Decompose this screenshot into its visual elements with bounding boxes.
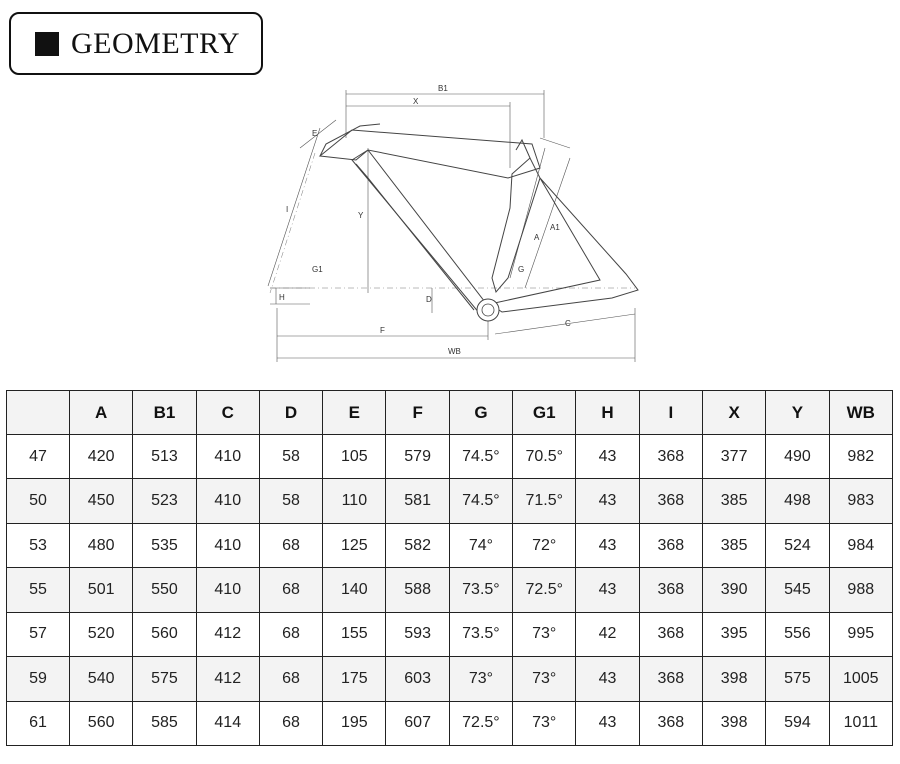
table-cell: 410	[196, 479, 259, 523]
table-cell: 579	[386, 435, 449, 479]
table-cell: 110	[323, 479, 386, 523]
label-g1: G1	[312, 265, 323, 274]
table-cell: 520	[70, 612, 133, 656]
table-cell: 72.5°	[449, 701, 512, 745]
label-a: A	[534, 233, 540, 242]
table-cell: 73°	[513, 657, 576, 701]
table-cell: 72.5°	[513, 568, 576, 612]
table-cell: 575	[133, 657, 196, 701]
header-cell: C	[196, 391, 259, 435]
table-cell: 575	[766, 657, 829, 701]
label-e: E	[312, 129, 318, 138]
table-cell: 414	[196, 701, 259, 745]
table-cell: 593	[386, 612, 449, 656]
table-cell: 68	[259, 657, 322, 701]
table-cell: 68	[259, 701, 322, 745]
table-cell: 43	[576, 435, 639, 479]
table-cell: 398	[702, 701, 765, 745]
table-cell: 523	[133, 479, 196, 523]
table-cell: 984	[829, 523, 892, 567]
frame-size-cell: 55	[7, 568, 70, 612]
table-row	[7, 435, 893, 479]
table-cell: 410	[196, 435, 259, 479]
label-i: I	[286, 205, 289, 214]
table-row	[7, 612, 893, 656]
table-cell: 368	[639, 523, 702, 567]
header-cell: WB	[829, 391, 892, 435]
table-cell: 73°	[449, 657, 512, 701]
header-cell: F	[386, 391, 449, 435]
table-cell: 74°	[449, 523, 512, 567]
label-f: F	[380, 326, 385, 335]
table-cell: 68	[259, 568, 322, 612]
table-cell: 398	[702, 657, 765, 701]
frame-geometry-diagram	[240, 78, 660, 368]
table-cell: 390	[702, 568, 765, 612]
geometry-table	[6, 390, 893, 746]
table-cell: 74.5°	[449, 479, 512, 523]
table-cell: 988	[829, 568, 892, 612]
table-cell: 125	[323, 523, 386, 567]
header-cell: G	[449, 391, 512, 435]
table-cell: 68	[259, 523, 322, 567]
table-cell: 68	[259, 612, 322, 656]
table-cell: 535	[133, 523, 196, 567]
table-cell: 498	[766, 479, 829, 523]
table-cell: 43	[576, 523, 639, 567]
table-cell: 556	[766, 612, 829, 656]
label-x: X	[413, 97, 419, 106]
table-cell: 42	[576, 612, 639, 656]
table-cell: 72°	[513, 523, 576, 567]
table-cell: 501	[70, 568, 133, 612]
table-cell: 368	[639, 479, 702, 523]
table-cell: 385	[702, 523, 765, 567]
table-row	[7, 523, 893, 567]
label-g: G	[518, 265, 525, 274]
table-header-row	[7, 391, 893, 435]
table-cell: 524	[766, 523, 829, 567]
table-cell: 368	[639, 568, 702, 612]
table-cell: 43	[576, 657, 639, 701]
header-cell: A	[70, 391, 133, 435]
label-wb: WB	[448, 347, 461, 356]
table-cell: 368	[639, 701, 702, 745]
table-cell: 74.5°	[449, 435, 512, 479]
table-cell: 368	[639, 612, 702, 656]
table-cell: 155	[323, 612, 386, 656]
table-row	[7, 479, 893, 523]
table-cell: 410	[196, 568, 259, 612]
table-cell: 73.5°	[449, 568, 512, 612]
label-a1: A1	[550, 223, 560, 232]
table-cell: 982	[829, 435, 892, 479]
geometry-title-box	[9, 12, 263, 75]
frame-size-cell: 47	[7, 435, 70, 479]
square-bullet-icon	[35, 32, 59, 56]
frame-size-cell: 59	[7, 657, 70, 701]
page-title: GEOMETRY	[71, 26, 240, 60]
table-cell: 385	[702, 479, 765, 523]
table-cell: 560	[70, 701, 133, 745]
frame-drawing	[240, 78, 660, 368]
table-cell: 588	[386, 568, 449, 612]
label-d: D	[426, 295, 432, 304]
table-cell: 607	[386, 701, 449, 745]
label-y: Y	[358, 211, 364, 220]
table-cell: 58	[259, 435, 322, 479]
table-cell: 585	[133, 701, 196, 745]
header-cell: I	[639, 391, 702, 435]
table-cell: 550	[133, 568, 196, 612]
header-cell: E	[323, 391, 386, 435]
table-cell: 412	[196, 612, 259, 656]
table-cell: 73.5°	[449, 612, 512, 656]
table-cell: 410	[196, 523, 259, 567]
table-cell: 545	[766, 568, 829, 612]
table-row	[7, 568, 893, 612]
table-cell: 603	[386, 657, 449, 701]
table-cell: 395	[702, 612, 765, 656]
table-cell: 420	[70, 435, 133, 479]
table-cell: 594	[766, 701, 829, 745]
frame-size-cell: 53	[7, 523, 70, 567]
table-cell: 513	[133, 435, 196, 479]
table-cell: 995	[829, 612, 892, 656]
table-cell: 582	[386, 523, 449, 567]
table-cell: 70.5°	[513, 435, 576, 479]
table-cell: 581	[386, 479, 449, 523]
table-cell: 480	[70, 523, 133, 567]
table-cell: 412	[196, 657, 259, 701]
header-cell: B1	[133, 391, 196, 435]
table-cell: 140	[323, 568, 386, 612]
table-cell: 983	[829, 479, 892, 523]
table-cell: 368	[639, 435, 702, 479]
table-row	[7, 657, 893, 701]
label-b1: B1	[438, 84, 448, 93]
table-row	[7, 701, 893, 745]
table-cell: 71.5°	[513, 479, 576, 523]
table-cell: 1005	[829, 657, 892, 701]
table-cell: 368	[639, 657, 702, 701]
table-cell: 105	[323, 435, 386, 479]
label-c: C	[565, 319, 571, 328]
table-cell: 43	[576, 568, 639, 612]
table-cell: 73°	[513, 612, 576, 656]
header-cell: Y	[766, 391, 829, 435]
header-cell: H	[576, 391, 639, 435]
table-cell: 540	[70, 657, 133, 701]
header-cell: X	[702, 391, 765, 435]
frame-size-cell: 50	[7, 479, 70, 523]
table-cell: 377	[702, 435, 765, 479]
table-cell: 43	[576, 701, 639, 745]
frame-size-cell: 57	[7, 612, 70, 656]
header-cell-size	[7, 391, 70, 435]
table-cell: 560	[133, 612, 196, 656]
table-cell: 58	[259, 479, 322, 523]
label-h: H	[279, 293, 285, 302]
table-cell: 175	[323, 657, 386, 701]
header-cell: D	[259, 391, 322, 435]
table-cell: 73°	[513, 701, 576, 745]
header-cell: G1	[513, 391, 576, 435]
table-cell: 490	[766, 435, 829, 479]
table-cell: 450	[70, 479, 133, 523]
frame-size-cell: 61	[7, 701, 70, 745]
table-cell: 195	[323, 701, 386, 745]
table-cell: 43	[576, 479, 639, 523]
table-body	[7, 435, 893, 746]
table-cell: 1011	[829, 701, 892, 745]
